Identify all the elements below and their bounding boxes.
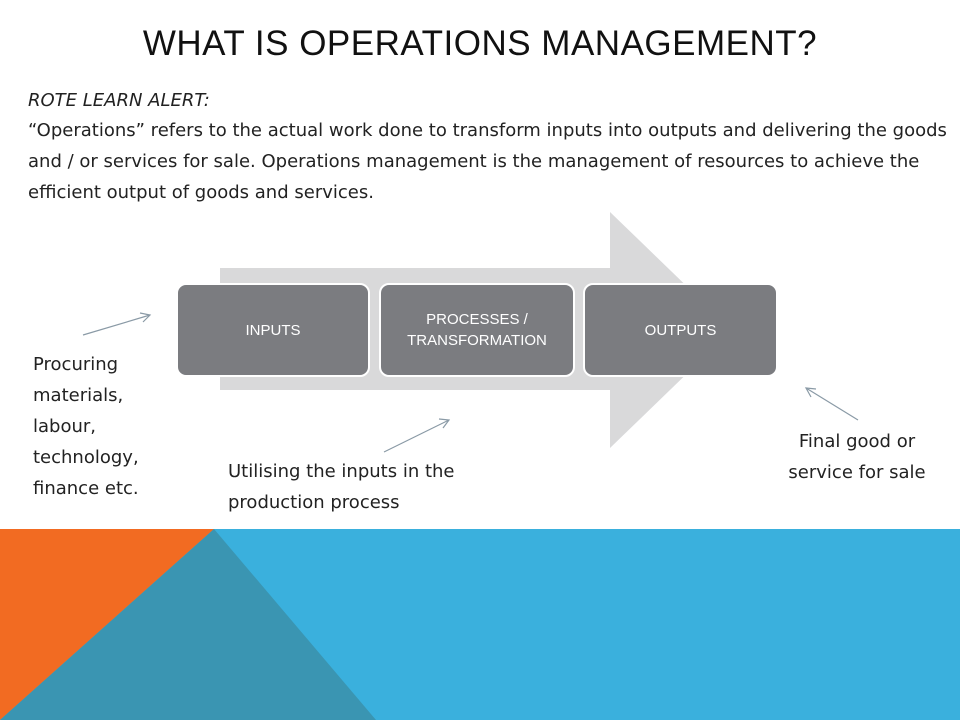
processes-note: Utilising the inputs in the production process <box>228 461 455 513</box>
pointer-arrow-inputs <box>83 313 150 335</box>
pointer-arrow-outputs <box>806 388 858 420</box>
step-box-inputs <box>176 283 370 377</box>
step-label-processes: PROCESSES / TRANSFORMATION <box>407 311 547 349</box>
step-label-inputs: INPUTS <box>245 321 301 339</box>
step-box-outputs <box>583 283 778 377</box>
inputs-note: Procuring materials, labour, technology, finance etc. <box>33 354 139 499</box>
outputs-note: Final good or service for sale <box>788 431 926 483</box>
pointer-arrow-processes <box>384 419 449 452</box>
slide-title: WHAT IS OPERATIONS MANAGEMENT? <box>142 24 818 63</box>
operations-definition-text: “Operations” refers to the actual work done to transform inputs into outputs and delivering the goods and / or services for sale. Operations management is the management of resources to achieve the efficient output of goods and services. <box>28 120 947 203</box>
step-box-processes <box>379 283 575 377</box>
rote-learn-alert-label: ROTE LEARN ALERT: <box>28 90 210 111</box>
step-label-outputs: OUTPUTS <box>644 321 717 339</box>
